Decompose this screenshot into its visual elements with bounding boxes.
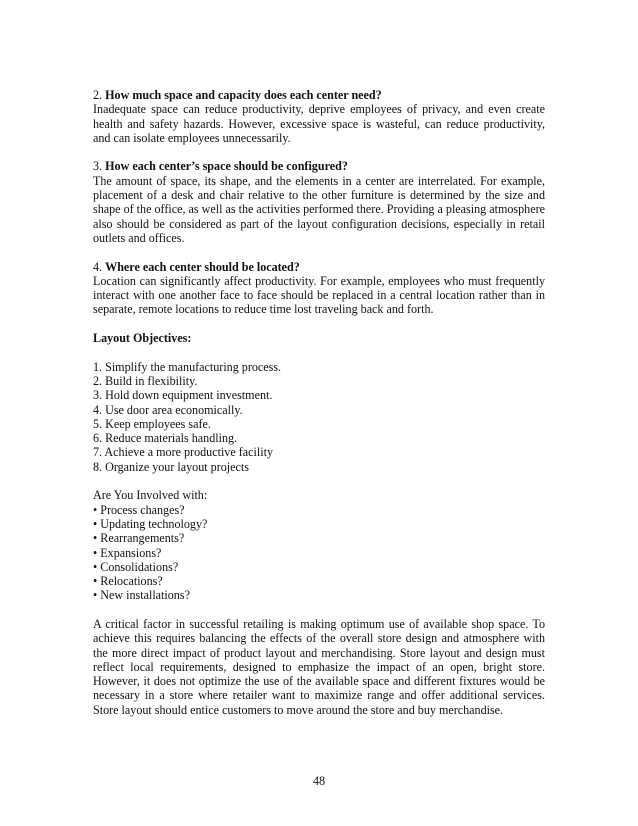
section-heading: How each center’s space should be configured? <box>105 159 348 174</box>
list-item: • Relocations? <box>93 574 163 589</box>
list-item: 6. Reduce materials handling. <box>93 431 238 446</box>
objectives-list <box>93 360 545 474</box>
list-item: 8. Organize your layout projects <box>93 459 249 474</box>
section-2-body: Inadequate space can reduce productivity, deprive employees of privacy, and even create health and safety hazards. However, excessive space is wasteful, can reduce productivity, and can isolate employees unnecessarily. <box>93 102 545 145</box>
objectives-heading: Layout Objectives: <box>93 331 192 346</box>
list-item: • Process changes? <box>93 502 185 517</box>
list-item: • Consolidations? <box>93 559 179 574</box>
page-number: 48 <box>312 774 326 788</box>
spacer <box>93 245 545 259</box>
list-item: • New installations? <box>93 588 190 603</box>
document-page <box>93 88 545 717</box>
list-item: • Expansions? <box>93 545 162 560</box>
section-4-heading <box>93 260 545 274</box>
involved-heading: Are You Involved with: <box>93 488 208 503</box>
closing-paragraph: A critical factor in successful retailing is making optimum use of available shop space. To achieve this requires balancing the effects of the overall store design and atmosphere with the more direct impact of product layout and merchandising. Store layout and design must reflect local requirements, designed to emphasize the impact of an open, bright store. However, it does not optimize the use of the available space and different fixtures would be necessary in a store where retailer want to maximize range and offer additional services. Store layout should entice customers to move around the store and buy merchandise. <box>93 616 545 717</box>
list-item: 4. Use door area economically. <box>93 402 243 417</box>
section-3-body: The amount of space, its shape, and the elements in a center are interrelated. For example, placement of a desk and chair relative to the other furniture is determined by the size and shape of the office, as well as the activities performed there. Providing a pleasing atmosphere also should be considered as part of the layout configuration decisions, especially in retail outlets and offices. <box>93 173 545 245</box>
list-item: 1. Simplify the manufacturing process. <box>93 359 282 374</box>
list-item: 3. Hold down equipment investment. <box>93 388 273 403</box>
spacer <box>93 603 545 617</box>
list-item: 7. Achieve a more productive facility <box>93 445 273 460</box>
section-heading: Where each center should be located? <box>105 259 300 274</box>
list-item: • Rearrangements? <box>93 531 185 546</box>
section-4-body: Location can significantly affect productivity. For example, employees who must frequently interact with one another face to face should be replaced in a central location rather than in separate, remote locations to reduce time lost traveling back and forth. <box>93 273 545 317</box>
section-2-heading <box>93 88 545 102</box>
section-number: 3. <box>93 159 103 174</box>
section-number: 4. <box>93 259 103 274</box>
section-3-heading <box>93 159 545 173</box>
spacer <box>93 474 545 488</box>
list-item: 2. Build in flexibility. <box>93 373 198 388</box>
spacer <box>93 145 545 159</box>
section-heading: How much space and capacity does each center need? <box>105 88 382 102</box>
spacer <box>93 317 545 331</box>
section-number: 2. <box>93 88 103 102</box>
list-item: 5. Keep employees safe. <box>93 416 211 431</box>
involved-list <box>93 503 545 603</box>
list-item: • Updating technology? <box>93 516 208 531</box>
spacer <box>93 345 545 359</box>
